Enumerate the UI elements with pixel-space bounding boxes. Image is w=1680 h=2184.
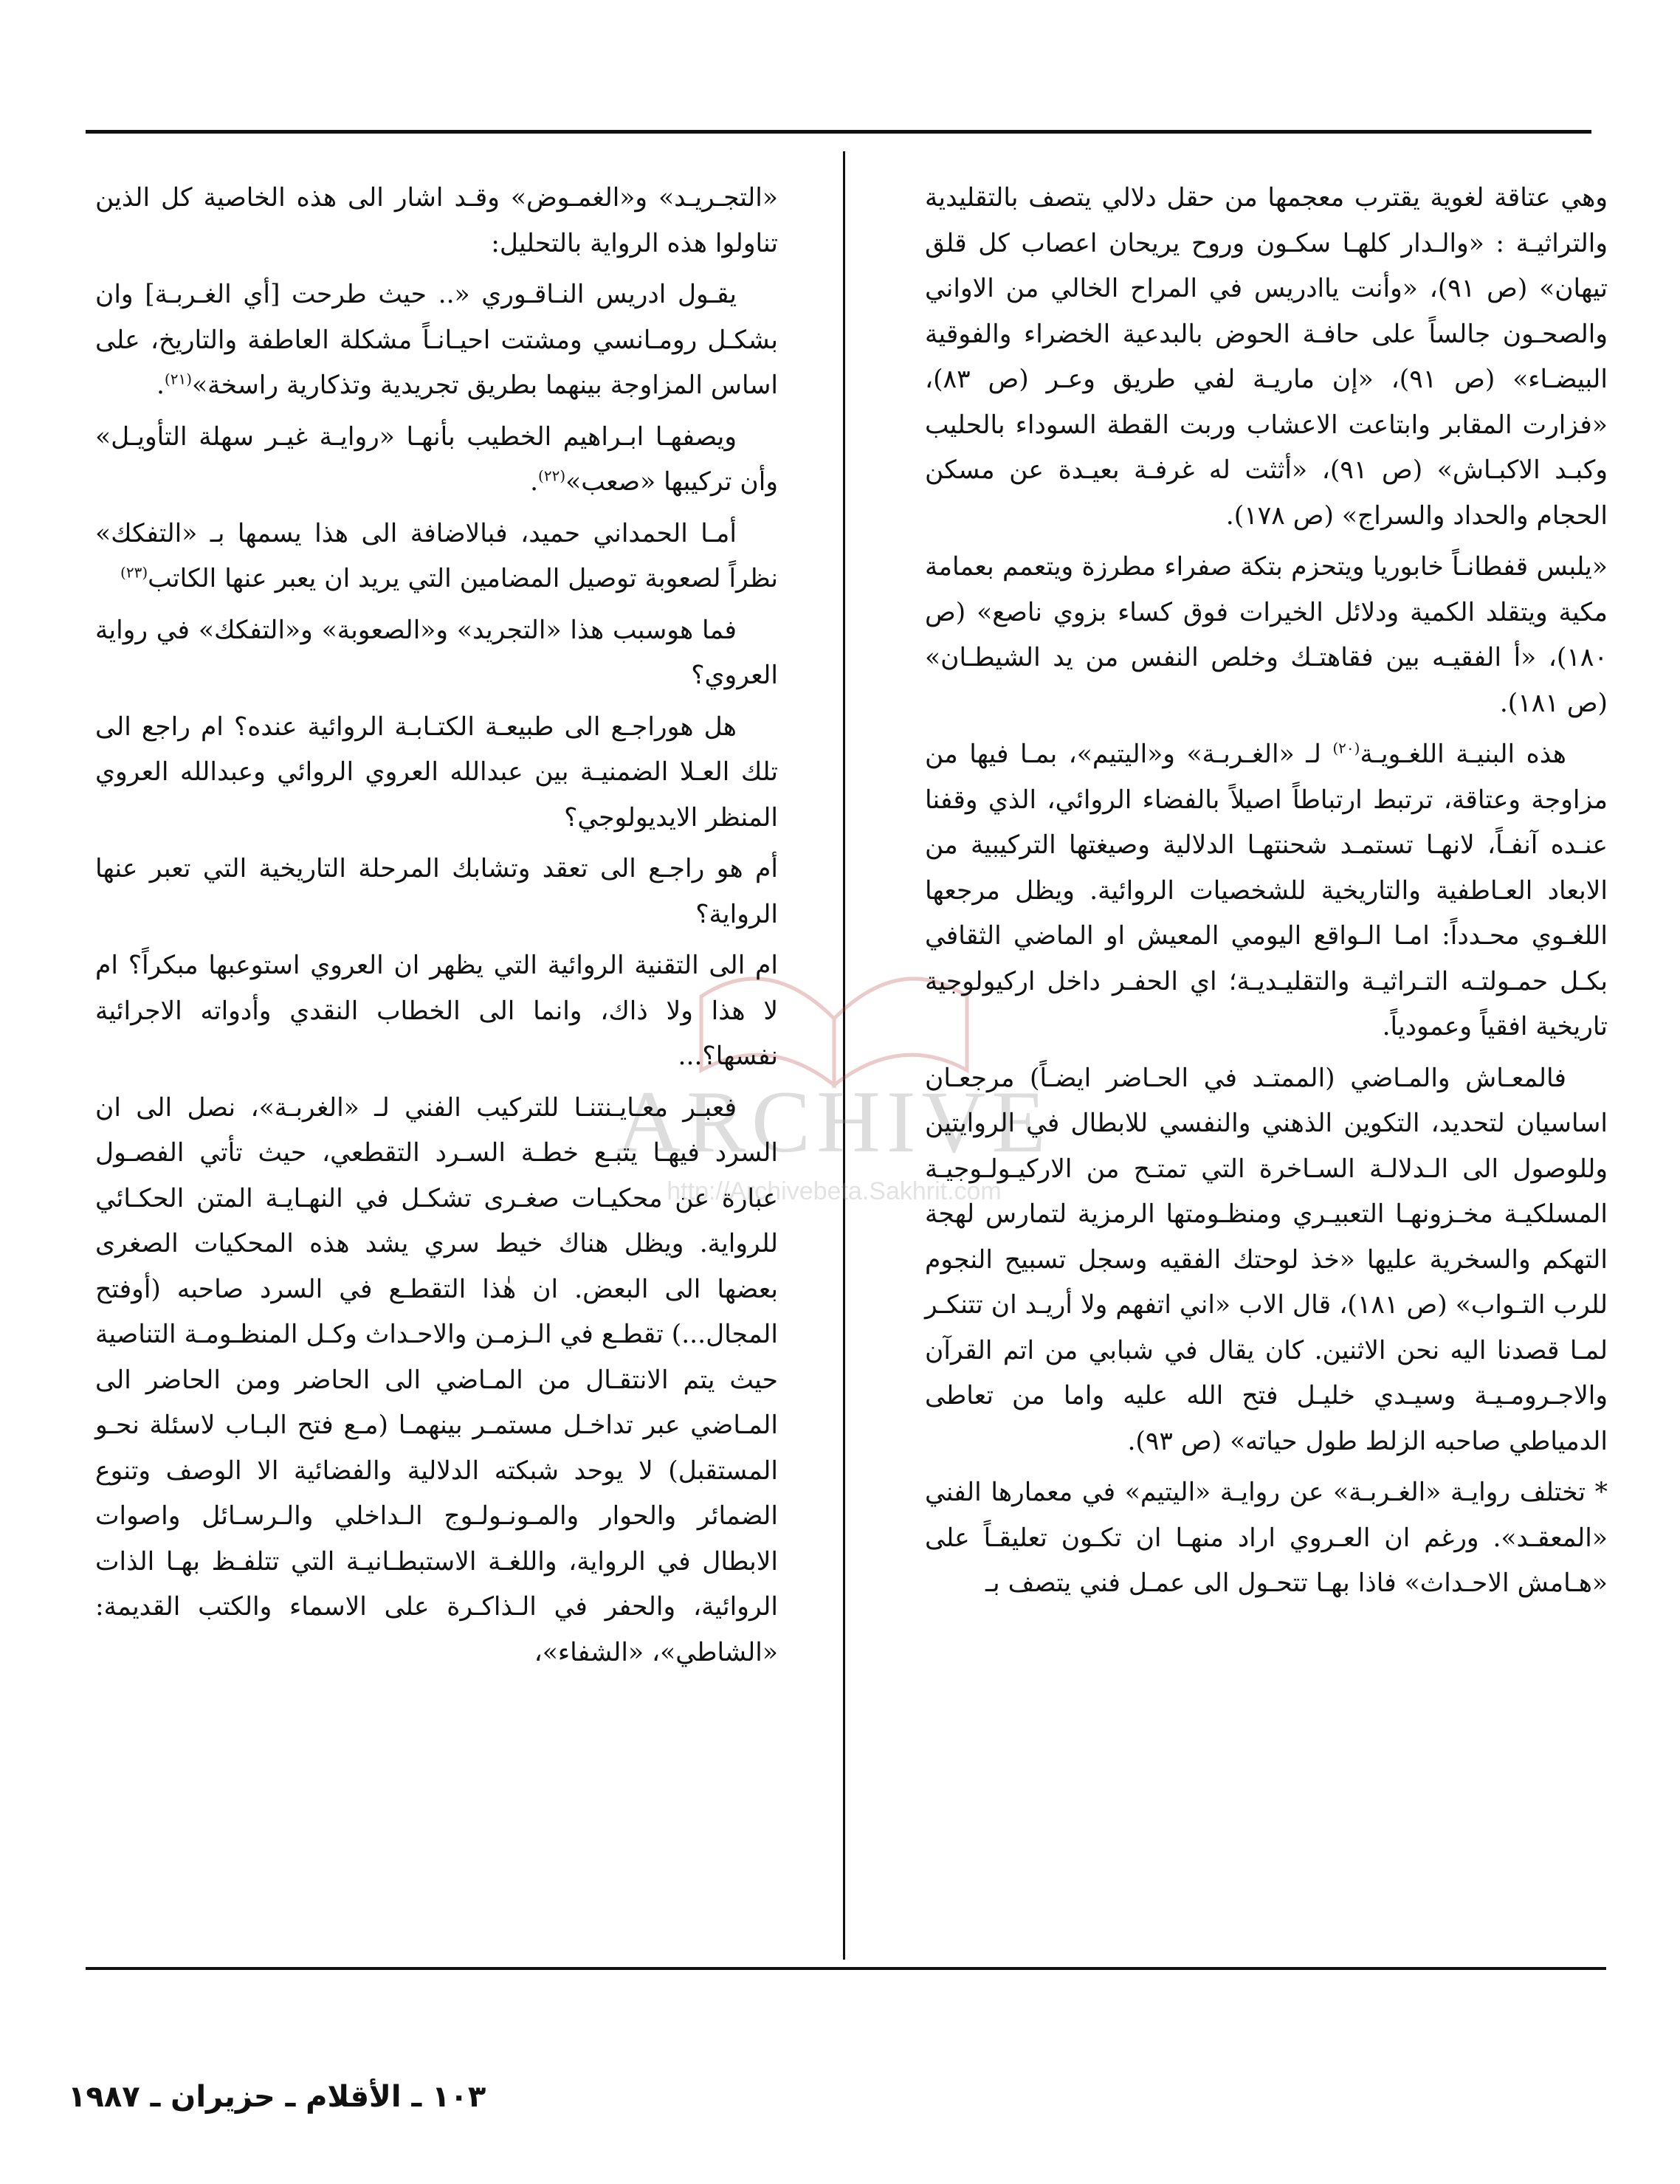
- bottom-rule: [86, 1967, 1606, 1970]
- paragraph: فعبـر معـايـنتنـا للتركيب الفني لـ «الغربـة»، نصل الى ان السرد فيهـا يتبـع خطـة السـرد التقطعي، حيث تأتي الفصـول عبارة عن محكيـات صغـرى تشكـل في النهـايـة المتن الحكـائي للرواية. ويظل هناك خيط سري يشد هذه المحكيات الصغرى بعضها الى البعض. ان هٰذا التقطـع في السرد صاحبه (أوفتح المجال...) تقطـع في الـزمـن والاحـداث وكـل المنظـومـة التناصية حيث يتم الانتقـال من المـاضي الى الحاضر ومن الحاضر الى المـاضي عبر تداخـل مستمـر بينهمـا (مـع فتح البـاب لاسئلة نحـو المستقبل) لا يوحد شبكته الدلالية والفضائية الا الوصف وتنوع الضمائر والحوار والمـونـولـوج الـداخلي والـرسـائل واصوات الابطال في الرواية، واللغـة الاستبطـانيـة التي تتلفـظ بهـا الذات الروائية، والحفر في الـذاكـرة على الاسماء والكتب القديمة: «الشاطي»، «الشفاء»،: [95, 1092, 778, 1667]
- paragraph: فالمعـاش والمـاضي (الممتـد في الحـاضر ايضـاً) مرجعـان اساسيان لتحديد، التكوين الذهني والنفسي للابطال في الروايتين وللوصول الى الـدلالـة السـاخرة التي تمتـح من الاركيـولـوجيـة المسلكيـة مخـزونهـا التعبيـري ومنظـومتها الرمزية لتمارس لهجة التهكم والسخرية عليها «خذ لوحتك الفقيه وسجل تسبيح النجوم للرب التـواب» (ص ١٨١)، قال الاب «اني اتفهم ولا أريـد ان تتنكـر لمـا قصدنا اليه نحن الاثنين. كان يقال في شبابي من اتم القرآن والاجـرومـيـة وسيـدي خليـل فتح الله عليه واما من تعاطى الدمياطي صاحبه الزلط طول حياته» (ص ٩٣).: [925, 1063, 1608, 1456]
- paragraph: «التجـريـد» و«الغمـوض» وقـد اشار الى هذه الخاصية كل الذين تناولوا هذه الرواية بالتحليل:: [95, 183, 778, 258]
- paragraph-text: .: [530, 467, 539, 497]
- paragraph: [95, 272, 778, 409]
- footnote-marker: (٢٢): [538, 466, 566, 485]
- column-divider: [843, 151, 845, 1960]
- paragraph-text: لـ «الغـربـة» و«اليتيم»، بمـا فيها من مزاوجة وعتاقة، ترتبط ارتباطاً اصيلاً بالفضاء الروائي، الذي وقفنا عنـده آنفـاً، لانهـا تستمـد شحنتهـا الدلالية وصيغتها التركيبية من الابعاد العـاطفية والتاريخية للشخصيات الروائية. ويظل مرجعها اللغـوي محـدداً: امـا الـواقع اليومي المعيش او الماضي الثقافي بكـل حمـولتـه التـراثيـة والتقليـديـة؛ اي الحفـر داخل اركيولوجية تاريخية افقياً وعمودياً.: [925, 740, 1608, 1041]
- paragraph-text: يقـول ادريس النـاقـوري «.. حيث طرحت [أي الغـربـة] وان بشكـل رومـانسي ومشتت احيـانـاً مشكلة العاطفة والتاريخ، على اساس المزاوجة بينهما بطريق تجريدية وتذكارية راسخة»: [95, 280, 778, 400]
- watermark-brand: ARCHIVE: [616, 1072, 1052, 1171]
- paragraph: [95, 511, 778, 602]
- paragraph: أم هو راجـع الى تعقد وتشابك المرحلة التاريخية التي تعبر عنها الرواية؟: [95, 854, 778, 929]
- paragraph: فما هوسبب هذا «التجريد» و«الصعوبة» و«التفكك» في رواية العروي؟: [95, 615, 778, 690]
- paragraph-text: .: [156, 371, 165, 400]
- right-column: [925, 176, 1608, 1613]
- paragraph: وهي عتاقة لغوية يقترب معجمها من حقل دلالي يتصف بالتقليدية والتراثيـة : «والـدار كلهـا سكـون وروح يريحان اعصاب كل قلق تيهان» (ص ٩١)، «وأنت ياادريس في المراح الخالي من الاواني والصحـون جالساً على حافـة الحوض بالبدعية الخضراء والفوقية البيضـاء» (ص ٩١)، «إن ماريـة لفي طريق وعـر (ص ٨٣)، «فزارت المقابر وابتاعت الاعشاب وربت القطة السوداء بالحليب وكبـد الاكبـاش» (ص ٩١)، «أثثت له غرفـة بعيـدة عن مسكن الحجام والحداد والسراج» (ص ١٧٨).: [925, 183, 1608, 531]
- paragraph: هل هوراجـع الى طبيعـة الكتـابـة الروائية عنده؟ ام راجع الى تلك العـلا الضمنيـة بين عبدالله العروي الروائي وعبدالله العروي المنظر الايديولوجي؟: [95, 712, 778, 833]
- paragraph: ام الى التقنية الروائية التي يظهر ان العروي استوعبها مبكراً؟ ام لا هذا ولا ذاك، وانما الى الخطاب النقدي وأدواته الاجرائية نفسها؟...: [95, 951, 778, 1071]
- footnote-marker: (٢٠): [1332, 739, 1360, 757]
- paragraph-text: هذه البنيـة اللغـويـة: [1360, 740, 1567, 769]
- page-footer: ١٠٣ ـ الأقلام ـ حزيران ـ ١٩٨٧: [68, 2080, 486, 2114]
- top-rule: [86, 130, 1591, 134]
- footnote-marker: (٢١): [164, 370, 193, 388]
- paragraph: [95, 415, 778, 506]
- watermark-url: http://Archivebeta.Sakhrit.com: [667, 1177, 1002, 1205]
- left-column: [95, 176, 778, 1681]
- paragraph-text: أمـا الحمداني حميد، فبالاضافة الى هذا يسمها بـ «التفكك» نظراً لصعوبة توصيل المضامين التي يريد ان يعبر عنها الكاتب: [95, 518, 778, 593]
- footnote-marker: (٢٣): [120, 563, 148, 582]
- paragraph: * تختلف روايـة «الغـربـة» عن روايـة «اليتيم» في معمارها الفني «المعقـد». ورغم ان العـروي اراد منهـا ان تكـون تعليقـاً على «هـامش الاحـداث» فاذا بهـا تتحـول الى عمـل فني يتصف بـ: [925, 1478, 1608, 1598]
- paragraph: [925, 732, 1608, 1050]
- paragraph: «يلبس قفطانـاً خابوريا ويتحزم بتكة صفراء مطرزة ويتعمم بعمامة مكية ويتقلد الكمية ودلائل الخيرات فوق كساء بزوي ناصع» (ص ١٨٠)، «أ الفقيـه بين فقاهتـك وخلص النفس من يد الشيطـان» (ص ١٨١).: [925, 552, 1608, 718]
- paragraph-text: ويصفهـا ابـراهيم الخطيب بأنهـا «روايـة غيـر سهلة التأويـل» وأن تركيبها «صعب»: [95, 421, 778, 497]
